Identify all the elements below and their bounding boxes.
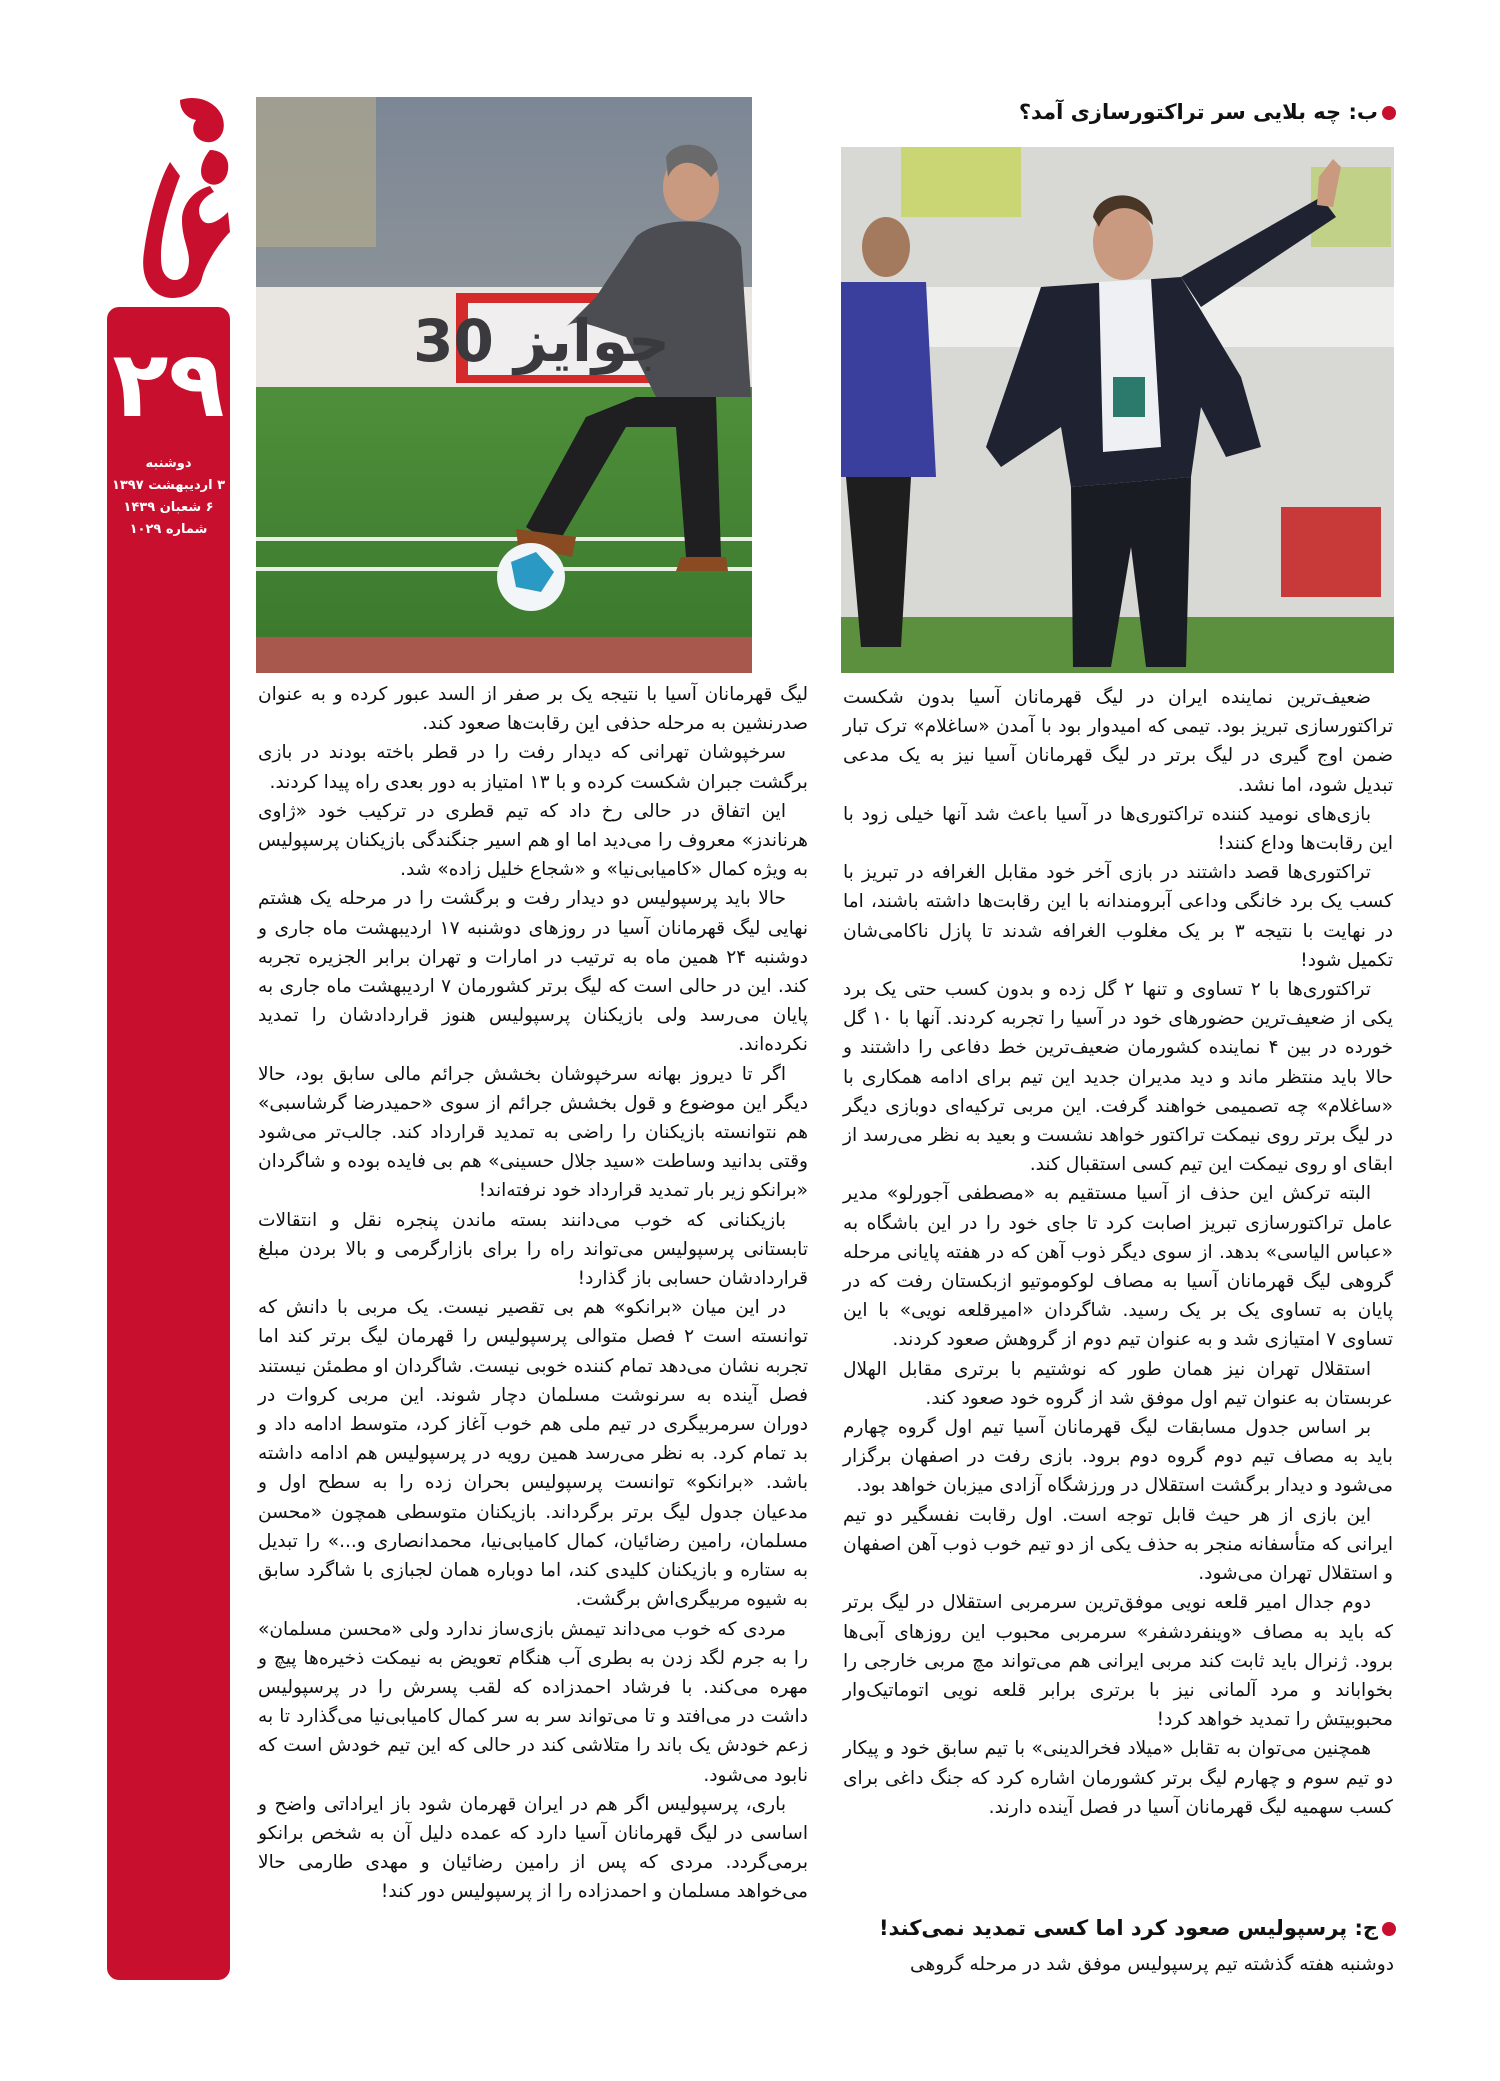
paragraph: در این میان «برانکو» هم بی تقصیر نیست. یک مربی با دانش که توانسته است ۲ فصل متوالی پرسپولیس را قهرمان لیگ برتر کند اما تجربه نشان می‌دهد تمام کننده خوبی نیست. شاگردان او مطمئن نیستند فصل آینده به سرنوشت مسلمان دچار شوند. این مربی کروات در دوران سرمربیگری در تیم ملی هم خوب آغاز کرد، متوسط ادامه داد و بد تمام کرد. به نظر می‌رسد همین رویه در پرسپولیس هم ادامه داشته باشد. «برانکو» توانست پرسپولیس بحران زده را به سطح اول و مدعیان جدول لیگ برتر برگرداند. بازیکنان متوسطی همچون «محسن مسلمان، رامین رضائیان، کمال کامیابی‌نیا، محمدانصاری و...» را تبدیل به ستاره و بازیکنان کلیدی کند، اما دوباره همان لجبازی با شاگرد سابق به شیوه مربیگری‌اش برگشت. [258, 1297, 808, 1611]
paragraph: این اتفاق در حالی رخ داد که تیم قطری در ترکیب خود «ژاوی هرناندز» معروف را می‌دید اما او هم اسیر جنگندگی بازیکنان پرسپولیس به ویژه کمال «کامیابی‌نیا» و «شجاع خلیل زاده» شد. [258, 800, 808, 881]
paragraph: تراکتوری‌ها با ۲ تساوی و تنها ۲ گل زده و بدون کسب حتی یک برد یکی از ضعیف‌ترین حضورهای خود در آسیا را تجربه کردند. آنها با ۱۰ گل خورده در بین ۴ نماینده کشورمان ضعیف‌ترین خط دفاعی را داشتند و حالا باید منتظر ماند و دید مدیران جدید این تیم برای ادامه همکاری با «ساغلام» چه تصمیمی خواهند گرفت. این مربی ترکیه‌ای دوبازی دیگر در لیگ برتر روی نیمکت تراکتور خواهد نشست و بعید به نظر می‌رسد از ابقای او روی نیمکت این تیم کسی استقبال کند. [843, 979, 1394, 1176]
paragraph: دوم جدال امیر قلعه نویی موفق‌ترین سرمربی استقلال در لیگ برتر که باید به مصاف «وینفردشفر» سرمربی محبوب این روزهای آبی‌ها برود. ژنرال باید ثابت کند مربی ایرانی هم می‌تواند مچ مربی خارجی را بخواباند و مرد آلمانی نیز با برتری برابر قلعه نویی اتوماتیک‌وار محبوبیتش را تمدید خواهد کرد! [843, 1592, 1393, 1731]
section-b-body [843, 683, 1393, 1822]
date-lunar: ۶ شعبان ۱۴۳۹ [123, 500, 214, 515]
paragraph: تراکتوری‌ها قصد داشتند در بازی آخر خود مقابل الغرافه در تبریز با کسب یک برد خانگی وداعی آبرومندانه با این رقابت‌ها داشته باشند، اما در نهایت با نتیجه ۳ بر یک مغلوب الغرافه شدند تا پازل ناکامی‌شان تکمیل شود! [843, 862, 1393, 971]
photo-coach-ball [256, 97, 752, 673]
shoma-logo-icon [110, 92, 235, 302]
issue-meta [107, 453, 230, 541]
paragraph: البته ترکش این حذف از آسیا مستقیم به «مصطفی آجورلو» مدیر عامل تراکتورسازی تبریز اصابت کرد تا جای خود را در این باشگاه به «عباس الیاسی» بدهد. از سوی دیگر ذوب آهن که در هفته پایانی مرحله گروهی لیگ قهرمانان آسیا به مصاف لوکوموتیو ازبکستان رفت که در پایان به تساوی یک بر یک رسید. شاگردان «امیرقلعه نویی» با این تساوی ۷ امتیازی شد و به عنوان تیم دوم از گروهش صعود کردند. [843, 1183, 1393, 1351]
stadium-banner-text: جوایز 30 [413, 307, 670, 375]
bullet-dot-icon [1382, 1922, 1396, 1936]
masthead-logo [110, 92, 235, 302]
paragraph: همچنین می‌توان به تقابل «میلاد فخرالدینی» با تیم سابق خود و پیکار دو تیم سوم و چهارم لیگ برتر کشورمان اشاره کرد که جنگ داغی برای کسب سهمیه لیگ قهرمانان آسیا در فصل آینده دارند. [843, 1738, 1393, 1818]
photo-coach-pointing [841, 147, 1394, 673]
paragraph: سرخپوشان تهرانی که دیدار رفت را در قطر باخته بودند در بازی برگشت جبران شکست کرده و با ۱۳ امتیاز به دور بعدی راه پیدا کردند. [258, 742, 808, 793]
page-number: ۲۹ [112, 331, 225, 438]
section-c-headline: ج: پرسپولیس صعود کرد اما کسی تمدید نمی‌کند! [879, 1916, 1396, 1940]
issue-number: شماره ۱۰۲۹ [129, 522, 208, 537]
paragraph: باری، پرسپولیس اگر هم در ایران قهرمان شود باز ایراداتی واضح و اساسی در لیگ قهرمانان آسیا دارد که عمده دلیل آن به شخص برانکو برمی‌گردد. مردی که پس از رامین رضائیان و مهدی طارمی حالا می‌خواهد مسلمان و احمدزاده را از پرسپولیس دور کند! [258, 1793, 808, 1903]
paragraph: حالا باید پرسپولیس دو دیدار رفت و برگشت را در مرحله یک هشتم نهایی لیگ قهرمانان آسیا در روزهای دوشنبه ۱۷ اردیبهشت ماه جاری و دوشنبه ۲۴ همین ماه به ترتیب در امارات و تهران برابر الجزیره تجربه کند. این در حالی است که لیگ برتر کشورمان ۷ اردیبهشت ماه جاری به پایان می‌رسد ولی بازیکنان پرسپولیس هنوز قراردادشان را تمدید نکرده‌اند. [258, 888, 809, 1056]
paragraph: ضعیف‌ترین نماینده ایران در لیگ قهرمانان آسیا بدون شکست تراکتورسازی تبریز بود. تیمی که امیدوار بود با آمدن «ساغلام» ترک تبار ضمن اوج گیری در لیگ برتر در لیگ قهرمانان آسیا نیز به یک مدعی تبدیل شود، اما نشد. [843, 687, 1393, 796]
section-c-lead: دوشنبه هفته گذشته تیم پرسپولیس موفق شد در مرحله گروهی [910, 1954, 1394, 1975]
bullet-dot-icon [1382, 106, 1396, 120]
issue-sidebar [107, 307, 230, 1980]
paragraph: بازیکنانی که خوب می‌دانند بسته ماندن پنجره نقل و انتقالات تابستانی پرسپولیس می‌تواند راه را برای بازارگرمی و بالا بردن مبلغ قراردادشان حسابی باز گذارد! [258, 1209, 808, 1290]
paragraph: این بازی از هر حیث قابل توجه است. اول رقابت نفسگیر دو تیم ایرانی که متأسفانه منجر به حذف یکی از دو تیم خوب ذوب آهن اصفهان و استقلال تهران می‌شود. [843, 1504, 1393, 1585]
section-b-headline: ب: چه بلایی سر تراکتورسازی آمد؟ [1019, 100, 1396, 124]
section-c-body [258, 680, 808, 1907]
paragraph: بازی‌های نومید کننده تراکتوری‌ها در آسیا باعث شد آنها خیلی زود با این رقابت‌ها وداع کنند! [843, 803, 1393, 855]
paragraph: استقلال تهران نیز همان طور که نوشتیم با برتری مقابل الهلال عربستان به عنوان تیم اول موفق شد از گروه خود صعود کند. [843, 1358, 1393, 1409]
paragraph: اگر تا دیروز بهانه سرخپوشان بخشش جرائم مالی سابق بود، حالا دیگر این موضوع و قول بخشش جرائم از سوی «حمیدرضا گرشاسبی» هم نتوانسته بازیکنان را راضی به تمدید قرارداد کند. جالب‌تر می‌شود وقتی بدانید وساطت «سید جلال حسینی» هم بی فایده بوده و شاگردان «برانکو زیر بار تمدید قرارداد خود نرفته‌اند! [258, 1063, 808, 1202]
paragraph: مردی که خوب می‌داند تیمش بازی‌ساز ندارد ولی «محسن مسلمان» را به جرم لگد زدن به بطری آب هنگام تعویض به نیمکت ذخیره‌ها پیچ و مهره می‌کند. با فرشاد احمدزاده که لقب پسرش را در پرسپولیس داشت در می‌افتد و تا می‌تواند سر به سر کمال کامیابی‌نیا می‌گذارد تا به زعم خودش یک باند را متلاشی کند در حالی که این تیم خودش است که نابود می‌شود. [258, 1618, 808, 1786]
paragraph: لیگ قهرمانان آسیا با نتیجه یک بر صفر از السد عبور کرده و به عنوان صدرنشین به مرحله حذفی این رقابت‌ها صعود کند. [258, 684, 808, 735]
date-solar: ۳ اردیبهشت ۱۳۹۷ [111, 478, 226, 493]
weekday: دوشنبه [145, 456, 192, 471]
paragraph: بر اساس جدول مسابقات لیگ قهرمانان آسیا تیم اول گروه چهارم باید به مصاف تیم دوم گروه دوم برود. بازی رفت در اصفهان برگزار می‌شود و دیدار برگشت استقلال در ورزشگاه آزادی میزبان خواهد بود. [843, 1417, 1393, 1497]
